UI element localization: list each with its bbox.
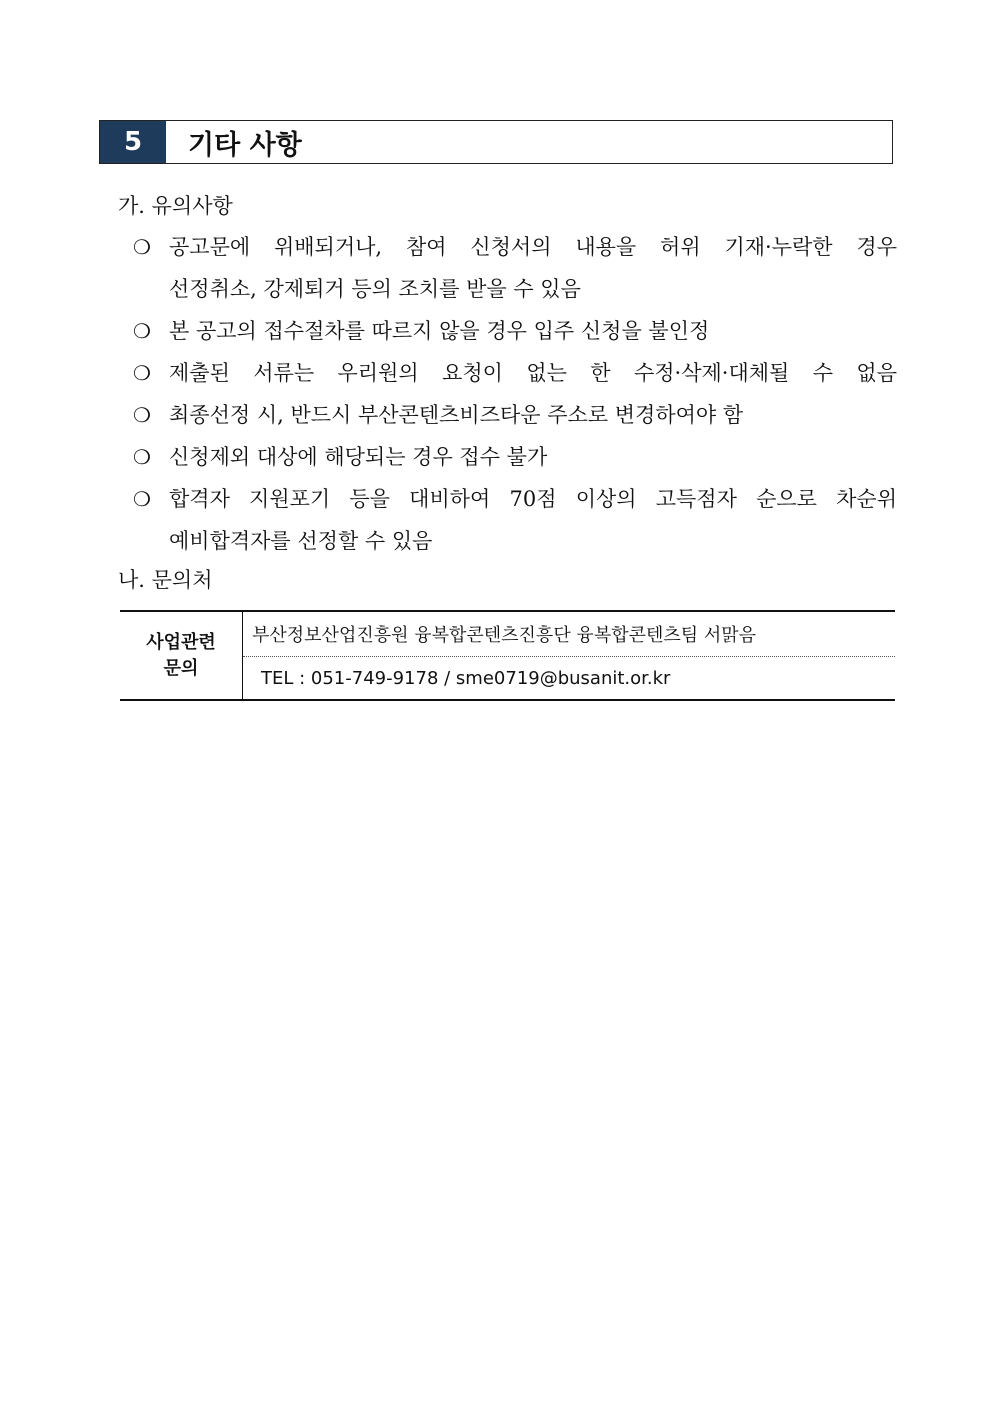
contact-label bbox=[120, 611, 243, 700]
circle-bullet-icon: ❍ bbox=[133, 319, 151, 343]
list-item-text: 합격자 지원포기 등을 대비하여 70점 이상의 고득점자 순으로 차순위 bbox=[169, 487, 897, 511]
contact-heading: 나. 문의처 bbox=[118, 568, 213, 592]
list-item-text: 공고문에 위배되거나, 참여 신청서의 내용을 허위 기재·누락한 경우 bbox=[169, 235, 897, 259]
notes-heading: 가. 유의사항 bbox=[118, 194, 233, 218]
section-header bbox=[99, 120, 893, 164]
contact-organization: 부산정보산업진흥원 융복합콘텐츠진흥단 융복합콘텐츠팀 서맑음 bbox=[243, 611, 896, 657]
list-item bbox=[133, 352, 897, 394]
section-title: 기타 사항 bbox=[188, 129, 302, 161]
list-item bbox=[133, 226, 897, 310]
list-item-text: 최종선정 시, 반드시 부산콘텐츠비즈타운 주소로 변경하여야 함 bbox=[169, 403, 744, 427]
list-item bbox=[133, 310, 897, 352]
list-item bbox=[133, 394, 897, 436]
list-item-continuation: 선정취소, 강제퇴거 등의 조치를 받을 수 있음 bbox=[169, 277, 581, 301]
contact-label-line2: 문의 bbox=[163, 657, 199, 679]
list-item bbox=[133, 478, 897, 562]
circle-bullet-icon: ❍ bbox=[133, 235, 151, 259]
list-item-text: 제출된 서류는 우리원의 요청이 없는 한 수정·삭제·대체될 수 없음 bbox=[169, 361, 897, 385]
list-item-continuation: 예비합격자를 선정할 수 있음 bbox=[169, 529, 433, 553]
list-item-text: 본 공고의 접수절차를 따르지 않을 경우 입주 신청을 불인정 bbox=[169, 319, 710, 343]
section-number: 5 bbox=[100, 121, 166, 163]
circle-bullet-icon: ❍ bbox=[133, 361, 151, 385]
contact-label-line1: 사업관련 bbox=[146, 631, 216, 653]
list-item-text: 신청제외 대상에 해당되는 경우 접수 불가 bbox=[169, 445, 548, 469]
circle-bullet-icon: ❍ bbox=[133, 445, 151, 469]
contact-table bbox=[120, 610, 895, 701]
circle-bullet-icon: ❍ bbox=[133, 487, 151, 511]
circle-bullet-icon: ❍ bbox=[133, 403, 151, 427]
contact-phone-email: TEL : 051-749-9178 / sme0719@busanit.or.kr bbox=[243, 657, 896, 701]
list-item bbox=[133, 436, 897, 478]
